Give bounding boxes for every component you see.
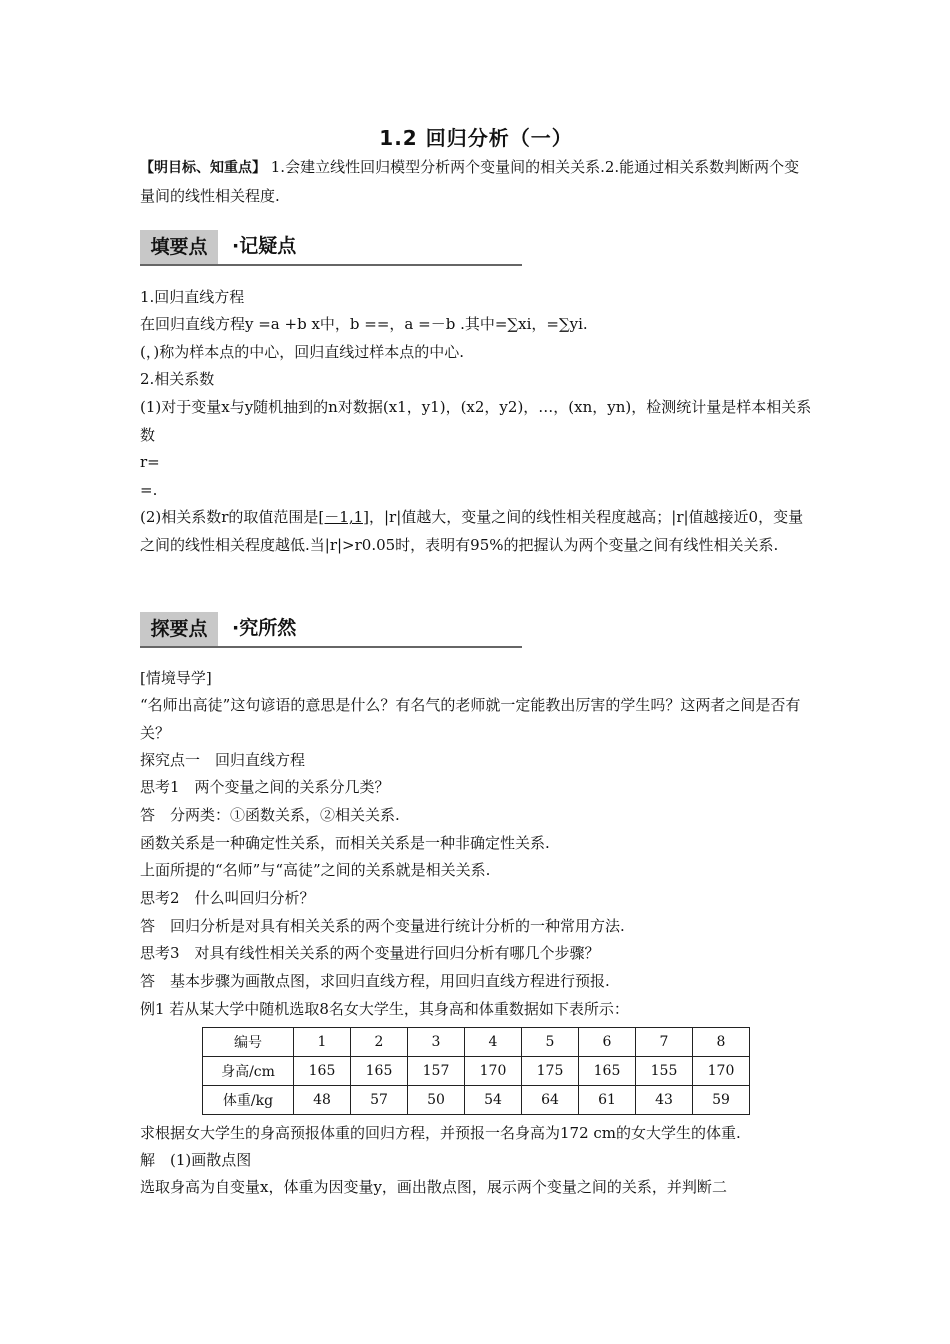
table-cell: 59: [693, 1086, 750, 1115]
table-cell: 175: [522, 1057, 579, 1086]
table-cell: 64: [522, 1086, 579, 1115]
table-cell: 170: [465, 1057, 522, 1086]
text-line: 1.回归直线方程: [140, 288, 245, 306]
section-box-label: 填要点: [140, 230, 218, 264]
text-paragraph: (1)对于变量x与y随机抽到的n对数据(x1，y1)，(x2，y2)，…，(xn，yn)，检测统计量是样本相关系数: [140, 398, 812, 444]
text-line: 答 基本步骤为画散点图，求回归直线方程，用回归直线方程进行预报.: [140, 972, 610, 990]
table-cell: 体重/kg: [203, 1086, 294, 1115]
data-table: [202, 1027, 750, 1115]
text-line: 2.相关系数: [140, 370, 215, 388]
table-cell: 155: [636, 1057, 693, 1086]
range-value: [－1,1]: [318, 508, 369, 526]
table-cell: 54: [465, 1086, 522, 1115]
table-cell: 身高/cm: [203, 1057, 294, 1086]
text-line: (，)称为样本点的中心，回归直线过样本点的中心.: [140, 343, 464, 361]
text-line: 答 分两类：①函数关系，②相关关系.: [140, 806, 400, 824]
table-cell: 50: [408, 1086, 465, 1115]
text-line: 例1 若从某大学中随机选取8名女大学生，其身高和体重数据如下表所示：: [140, 1000, 629, 1018]
text-run: ，|r|值越大，变量之间的线性相关程度越高；|r|值越接近0，变量之间的线性相关程度越低.当|r|>r0.05时，表明有95%的把握认为两个变量之间有线性相关关系.: [140, 508, 804, 554]
text-line: 答 回归分析是对具有相关关系的两个变量进行统计分析的一种常用方法.: [140, 917, 625, 935]
text-line: 思考1 两个变量之间的关系分几类？: [140, 778, 390, 796]
table-cell: 157: [408, 1057, 465, 1086]
table-cell: 170: [693, 1057, 750, 1086]
text-line: 求根据女大学生的身高预报体重的回归方程，并预报一名身高为172 cm的女大学生的体重.: [140, 1124, 741, 1142]
objectives-text: 1.会建立线性回归模型分析两个变量间的相关关系.2.能通过相关系数判断两个变量间的线性相关程度.: [140, 158, 800, 205]
table-cell: 5: [522, 1028, 579, 1057]
text-paragraph: “名师出高徒”这句谚语的意思是什么？有名气的老师就一定能教出厉害的学生吗？这两者之间是否有关？: [140, 696, 801, 742]
table-cell: 57: [351, 1086, 408, 1115]
section-sub-label: ·记疑点: [232, 235, 297, 257]
text-line: 函数关系是一种确定性关系，而相关关系是一种非确定性关系.: [140, 834, 550, 852]
text-line: 选取身高为自变量x，体重为因变量y，画出散点图，展示两个变量之间的关系，并判断二: [140, 1178, 727, 1196]
text-line: [情境导学]: [140, 669, 212, 687]
page-title: 1.2 回归分析（一）: [379, 126, 573, 150]
table-row: [203, 1057, 750, 1086]
table-row: [203, 1028, 750, 1057]
table-cell: 48: [294, 1086, 351, 1115]
text-run: (2)相关系数r的取值范围是: [140, 508, 319, 526]
table-cell: 编号: [203, 1028, 294, 1057]
text-line: 在回归直线方程y =a +b x中，b ==，a =－b .其中=∑xi，=∑yi.: [140, 315, 588, 333]
table-cell: 61: [579, 1086, 636, 1115]
text-line: 解 (1)画散点图: [140, 1151, 252, 1169]
table-cell: 165: [579, 1057, 636, 1086]
section-box-label: 探要点: [140, 612, 218, 646]
section-header-fill-points: [140, 230, 522, 266]
section-header-explore-points: [140, 612, 522, 648]
table-row: [203, 1086, 750, 1115]
table-cell: 6: [579, 1028, 636, 1057]
section-sub-label: ·究所然: [232, 617, 297, 639]
table-cell: 3: [408, 1028, 465, 1057]
correlation-range-paragraph: [140, 504, 812, 559]
text-line: 上面所提的“名师”与“高徒”之间的关系就是相关关系.: [140, 861, 491, 879]
text-line: =.: [140, 481, 158, 499]
table-cell: 7: [636, 1028, 693, 1057]
table-cell: 43: [636, 1086, 693, 1115]
objectives-paragraph: [140, 154, 812, 210]
table-cell: 8: [693, 1028, 750, 1057]
text-line: 探究点一 回归直线方程: [140, 751, 306, 769]
table-cell: 2: [351, 1028, 408, 1057]
objectives-tag: 【明目标、知重点】: [140, 160, 266, 176]
text-line: r=: [140, 453, 160, 471]
table-cell: 1: [294, 1028, 351, 1057]
table-cell: 165: [294, 1057, 351, 1086]
table-cell: 165: [351, 1057, 408, 1086]
text-line: 思考2 什么叫回归分析？: [140, 889, 315, 907]
text-line: 思考3 对具有线性相关关系的两个变量进行回归分析有哪几个步骤？: [140, 944, 600, 962]
table-cell: 4: [465, 1028, 522, 1057]
